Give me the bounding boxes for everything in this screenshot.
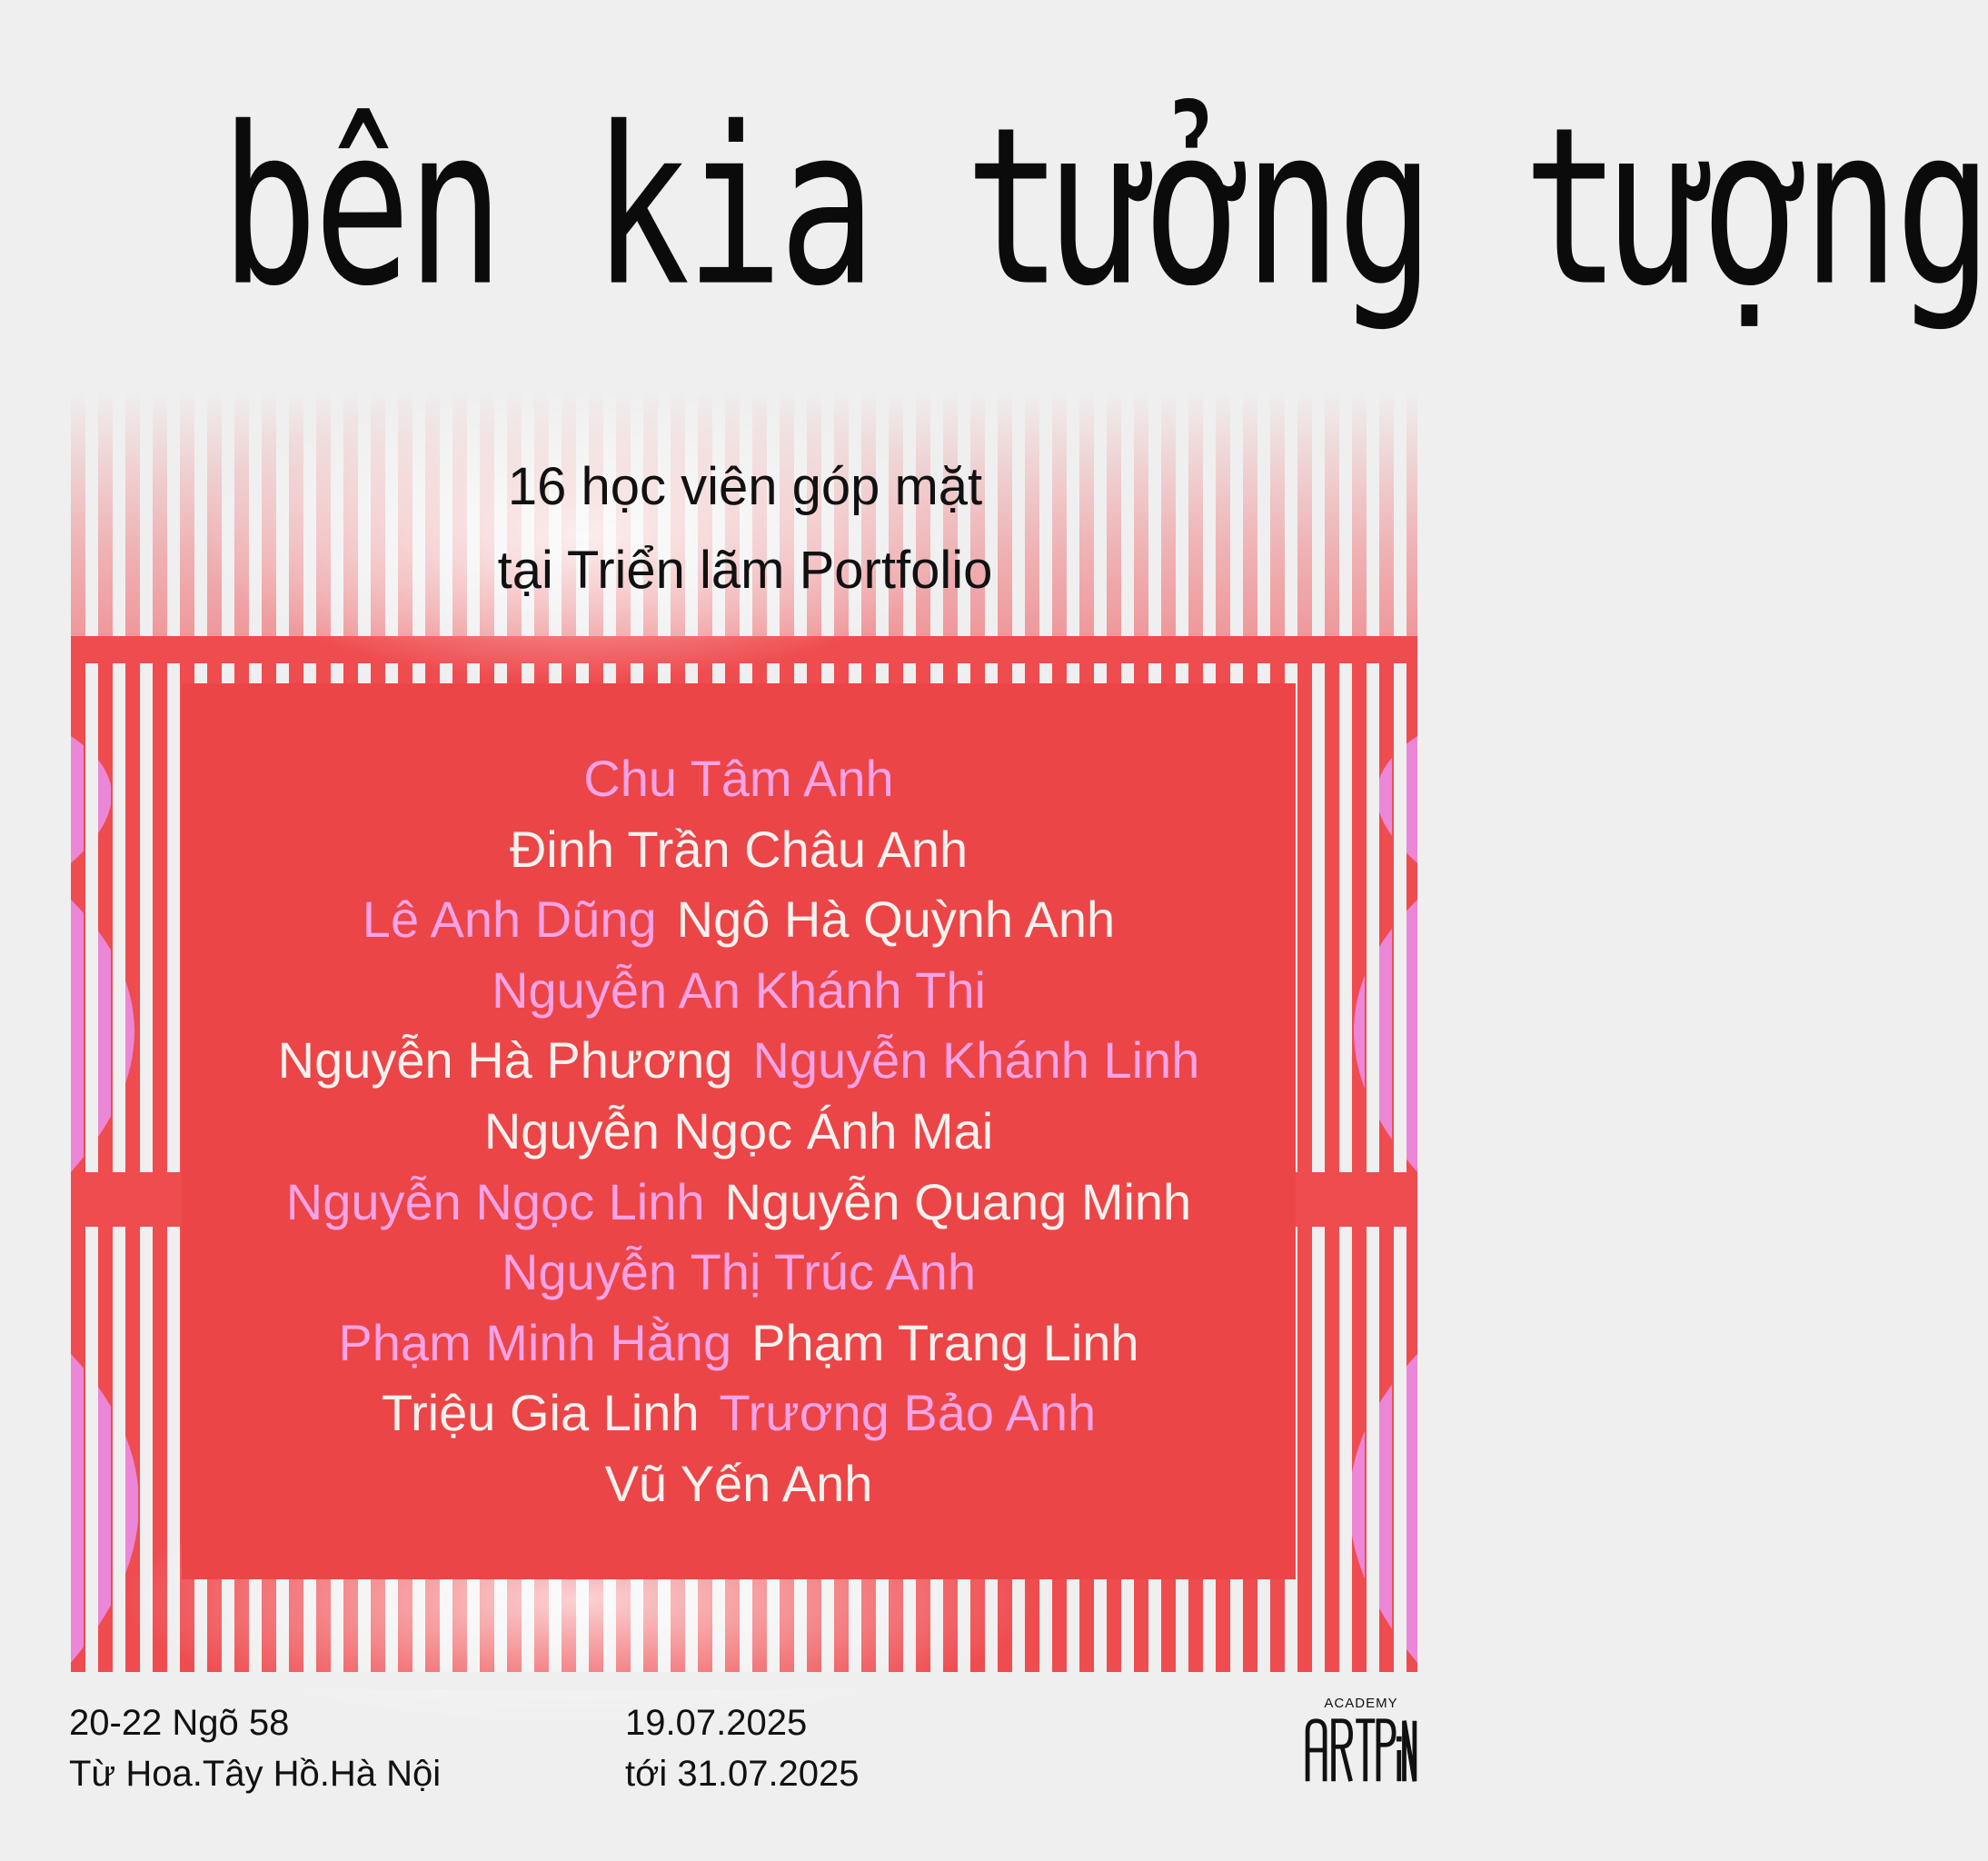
participant-name: Chu Tâm Anh (583, 750, 894, 807)
participant-name: Phạm Minh Hằng (338, 1313, 732, 1371)
names-row (182, 1237, 1296, 1308)
participant-name: Vũ Yến Anh (604, 1454, 873, 1512)
address-line-2: Từ Hoa.Tây Hồ.Hà Nội (69, 1754, 442, 1794)
logo-academy-label: ACADEMY (1324, 1696, 1398, 1711)
artpink-wordmark-icon (1299, 1716, 1423, 1785)
participant-name: Nguyễn Hà Phương (277, 1031, 733, 1090)
date-line-2: tới 31.07.2025 (625, 1754, 860, 1794)
participant-name: Triệu Gia Linh (381, 1384, 700, 1442)
participant-name: Nguyễn Khánh Linh (752, 1031, 1200, 1090)
participant-names-list (182, 743, 1296, 1519)
address-line-1: 20-22 Ngõ 58 (69, 1703, 290, 1743)
names-row (182, 1025, 1296, 1096)
participant-name: Phạm Trang Linh (751, 1313, 1139, 1371)
participant-name: Nguyễn Thị Trúc Anh (502, 1243, 976, 1301)
subtitle-line-1: 16 học viên góp mặt (507, 457, 983, 516)
names-row (182, 1448, 1296, 1519)
participant-name: Đinh Trần Châu Anh (509, 820, 969, 878)
subtitle-line-2: tại Triển lãm Portfolio (497, 541, 993, 600)
names-row (182, 1308, 1296, 1378)
poster-title: bên kia tưởng tượng (220, 80, 1988, 334)
venue-address (69, 1697, 441, 1799)
participant-name: Nguyễn Quang Minh (724, 1172, 1192, 1230)
names-row (182, 814, 1296, 885)
names-row (182, 1167, 1296, 1238)
exhibition-dates (625, 1697, 860, 1799)
names-row (182, 743, 1296, 814)
date-line-1: 19.07.2025 (625, 1703, 808, 1743)
names-row (182, 884, 1296, 955)
participant-name: Nguyễn Ngọc Linh (285, 1172, 705, 1230)
names-row (182, 1096, 1296, 1167)
participant-name: Nguyễn An Khánh Thi (492, 960, 986, 1019)
artpink-academy-logo (1299, 1696, 1423, 1786)
names-row (182, 1378, 1296, 1448)
subtitle (273, 445, 1218, 612)
participant-name: Ngô Hà Quỳnh Anh (676, 891, 1116, 949)
participant-name: Nguyễn Ngọc Ánh Mai (483, 1101, 994, 1159)
participant-name: Lê Anh Dũng (362, 891, 657, 949)
names-row (182, 955, 1296, 1026)
participant-name: Trương Bảo Anh (719, 1384, 1097, 1442)
